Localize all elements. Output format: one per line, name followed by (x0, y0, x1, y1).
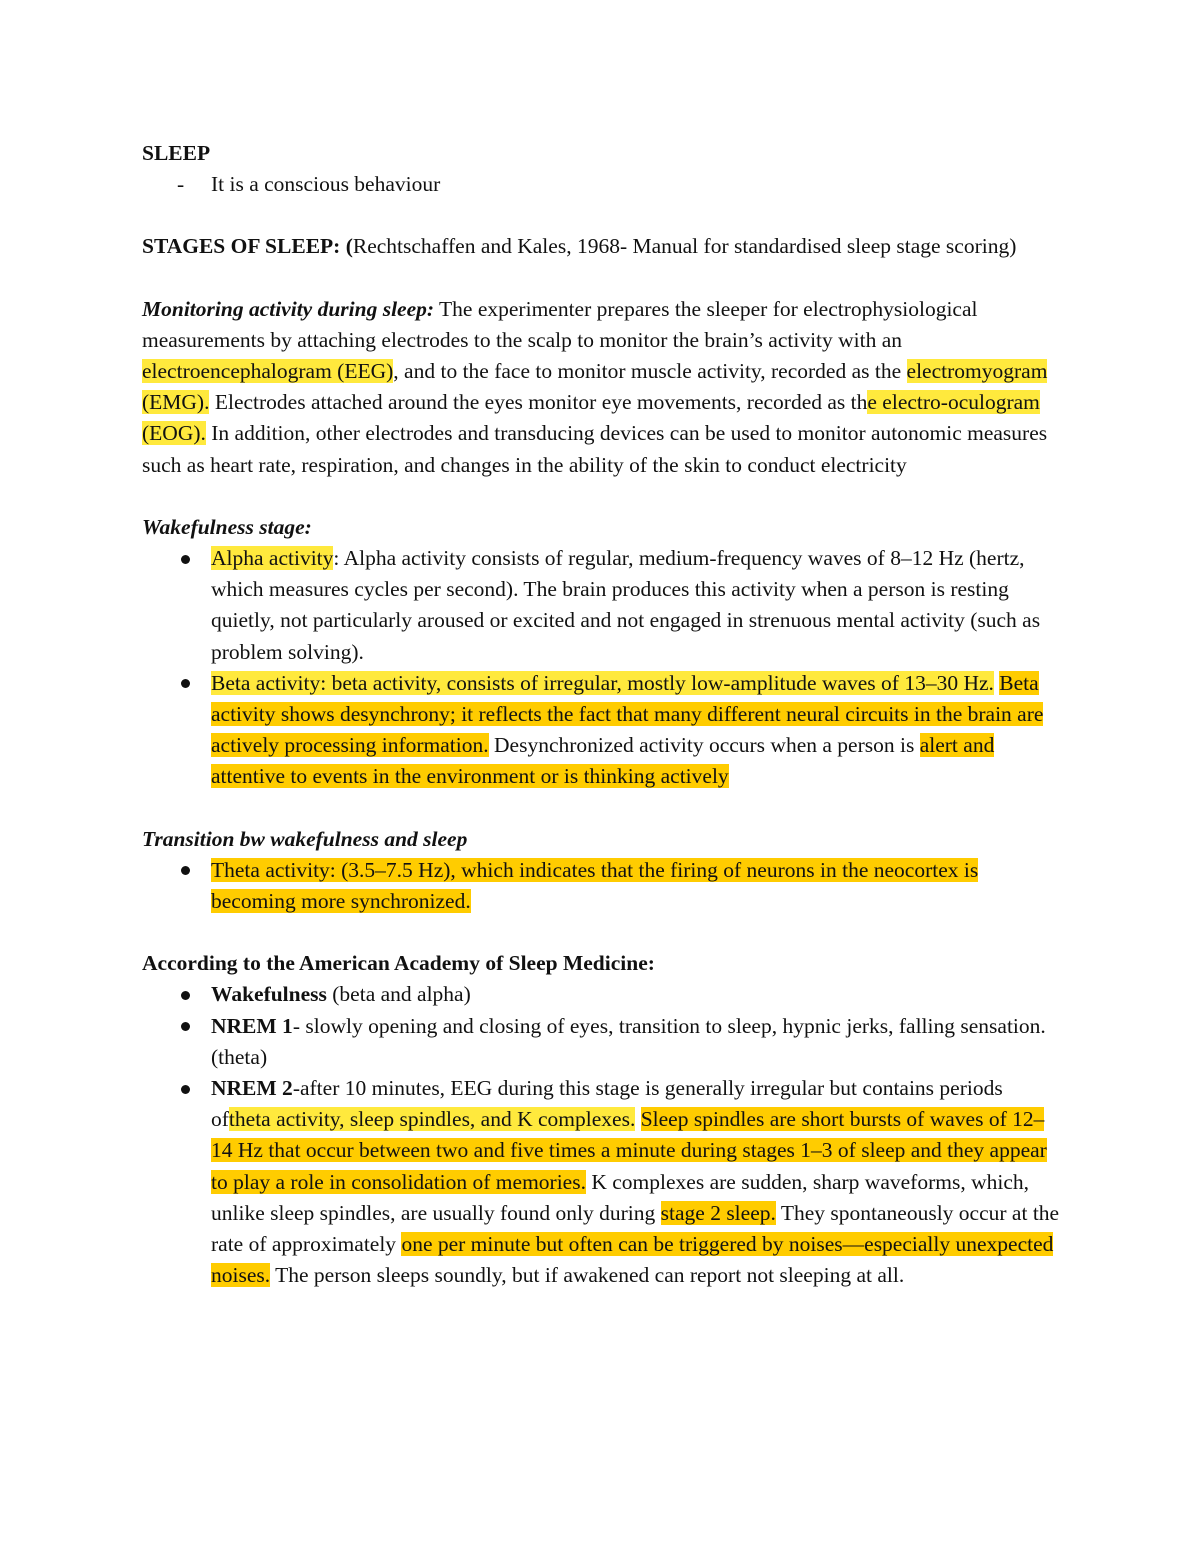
bullet-marker (175, 855, 195, 886)
bullet-marker (175, 1073, 195, 1104)
bullet-marker (175, 979, 195, 1010)
highlight-beta-2: Beta activity shows desynchrony; it reflects the fact that many different neural circuits in the brain are actively processing information. (211, 670, 1044, 758)
highlight-nrem2-4: one per minute but often can be triggered by noises—especially unexpected noises. (211, 1232, 1054, 1288)
alpha-text: : Alpha activity consists of regular, medium-frequency waves of 8–12 Hz (hertz, which measures cycles per second). The brain produces this activity when a person is resting quietly, not particularly aroused or excited and not engaged in strenuous mental activity (such as problem solving). (211, 546, 1041, 664)
wakefulness-heading: Wakefulness stage: (142, 514, 312, 539)
stages-source: Rechtschaffen and Kales, 1968- Manual for standardised sleep stage scoring) (352, 234, 1017, 259)
doc-title: SLEEP (142, 141, 211, 165)
monitoring-label: Monitoring activity during sleep: (142, 296, 435, 321)
intro-text: It is a conscious behaviour (211, 172, 441, 197)
wake-label: Wakefulness (211, 982, 327, 1007)
monitoring-text-4: In addition, other electrodes and transducing devices can be used to monitor autonomic measures such as heart rate, respiration, and changes in the ability of the skin to conduct electricity (142, 421, 1048, 477)
highlight-beta-1: Beta activity: beta activity, consists of irregular, mostly low-amplitude waves of 13–30 Hz. (211, 670, 994, 695)
nrem1-label: NREM 1 (211, 1013, 293, 1038)
highlight-beta-3: alert and attentive to events in the environment or is thinking actively (211, 733, 995, 789)
highlight-nrem2-3: stage 2 sleep. (660, 1200, 776, 1225)
transition-list (142, 855, 1060, 917)
nrem2-text-3: They spontaneously occur at the rate of approximately (211, 1200, 1060, 1257)
bullet-marker (175, 543, 195, 574)
wakefulness-list (142, 543, 1060, 793)
list-item-nrem1 (142, 1011, 1060, 1073)
monitoring-text-2: , and to the face to monitor muscle activity, recorded as the (393, 359, 907, 384)
highlight-nrem2-2: Sleep spindles are short bursts of waves of 12–14 Hz that occur between two and five times a minute during stages 1–3 of sleep and they appear to play a role in consolidation of memories. (211, 1107, 1047, 1194)
nrem2-space (635, 1107, 640, 1131)
nrem2-text-2: K complexes are sudden, sharp waveforms, which, unlike sleep spindles, are usually found only during (211, 1169, 1029, 1225)
stages-heading: STAGES OF SLEEP: ( (142, 234, 353, 259)
list-item-theta (142, 855, 1060, 917)
list-item-alpha (142, 543, 1060, 668)
aasm-heading: According to the American Academy of Sleep Medicine: (142, 951, 655, 976)
list-item-wakefulness (142, 979, 1060, 1010)
aasm-list (142, 979, 1060, 1291)
wake-text: (beta and alpha) (326, 982, 471, 1007)
bullet-marker (175, 1011, 195, 1042)
highlight-alpha: Alpha activity (211, 546, 334, 571)
stages-paragraph (142, 231, 1060, 262)
transition-heading: Transition bw wakefulness and sleep (142, 826, 468, 851)
nrem2-label: NREM 2 (211, 1076, 293, 1101)
nrem2-text-1: -after 10 minutes, EEG during this stage is generally irregular but contains periods of (211, 1076, 1003, 1132)
intro-bullet (142, 169, 1060, 200)
list-item-nrem2 (142, 1073, 1060, 1291)
nrem1-text: - slowly opening and closing of eyes, transition to sleep, hypnic jerks, falling sensation. (theta) (211, 1013, 1046, 1069)
nrem2-text-4: The person sleeps soundly, but if awakened can report not sleeping at all. (270, 1263, 905, 1288)
monitoring-paragraph (142, 294, 1060, 481)
highlight-eog: e electro-oculogram (EOG). (142, 390, 1040, 446)
highlight-theta: Theta activity: (3.5–7.5 Hz), which indicates that the firing of neurons in the neocortex is becoming more synchronized. (211, 857, 979, 914)
highlight-eeg: electroencephalogram (EEG) (142, 359, 394, 384)
dash-marker: - (177, 172, 185, 197)
bullet-marker (175, 668, 195, 699)
beta-text: Desynchronized activity occurs when a person is (488, 733, 920, 758)
monitoring-text-3: Electrodes attached around the eyes monitor eye movements, recorded as th (209, 390, 868, 415)
highlight-emg: electromyogram (EMG). (142, 359, 1048, 415)
monitoring-text-1: The experimenter prepares the sleeper for electrophysiological measurements by attaching electrodes to the scalp to monitor the brain’s activity with an (142, 296, 978, 352)
highlight-nrem2-1: theta activity, sleep spindles, and K complexes. (228, 1107, 636, 1132)
list-item-beta (142, 668, 1060, 793)
